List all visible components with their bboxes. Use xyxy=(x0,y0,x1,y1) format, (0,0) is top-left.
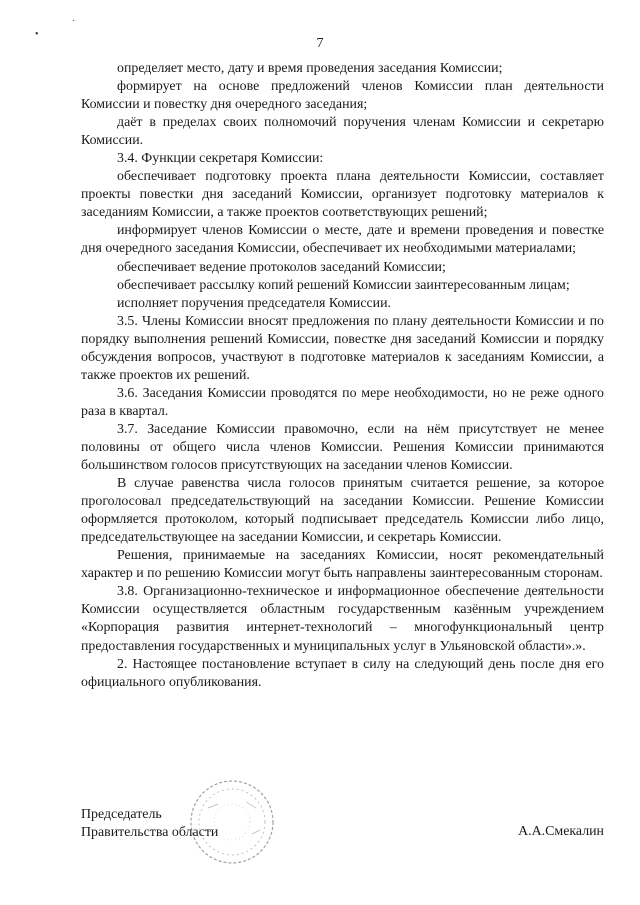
section-heading: 3.4. Функции секретаря Комиссии: xyxy=(117,151,324,167)
paragraph: определяет место, дату и время проведения заседания Комиссии; xyxy=(117,61,503,76)
scan-artifact-mark: ˙ xyxy=(72,19,76,30)
signatory-title-line: Председатель xyxy=(81,807,162,822)
paragraph: 3.8. Организационно-техническое и информационное обеспечение деятельности Комиссии осуществляется областным государственным казённым учреждением «Корпорация развития интернет-технологий – многофункциональный центр предоставления государственных и муниципальных услуг в Ульяновской области».». xyxy=(81,584,604,654)
paragraph: обеспечивает ведение протоколов заседаний Комиссии; xyxy=(117,259,446,275)
paragraph: 3.7. Заседание Комиссии правомочно, если на нём присутствует не менее половины от общего числа членов Комиссии. Решения Комиссии принимаются большинством голосов присутствующих на заседании членов Комиссии. xyxy=(81,421,604,474)
paragraph: обеспечивает рассылку копий решений Комиссии заинтересованным лицам; xyxy=(117,277,570,293)
paragraph: обеспечивает подготовку проекта плана деятельности Комиссии, составляет проекты повестки дня заседаний Комиссии, организует подготовку материалов к заседаниям Комиссии, а также проектов соответствующих решений; xyxy=(81,169,604,221)
paragraph: Решения, принимаемые на заседаниях Комиссии, носят рекомендательный характер и по решению Комиссии могут быть направлены заинтересованным сторонам. xyxy=(81,548,604,582)
paragraph: информирует членов Комиссии о месте, дате и времени проведения и повестке дня очередного заседания Комиссии, обеспечивает их необходимыми материалами; xyxy=(81,223,604,257)
signatory-title xyxy=(81,806,301,842)
document-body xyxy=(81,60,604,692)
signature-block xyxy=(81,806,604,866)
paragraph: исполняет поручения председателя Комиссии. xyxy=(117,295,392,311)
page-number: 7 xyxy=(316,36,324,51)
paragraph: 2. Настоящее постановление вступает в силу на следующий день после дня его официального опубликования. xyxy=(81,656,604,690)
paragraph: 3.6. Заседания Комиссии проводятся по мере необходимости, но не реже одного раза в квартал. xyxy=(81,385,604,419)
signatory-title-line: Правительства области xyxy=(81,825,219,841)
scan-artifact-mark: • xyxy=(35,29,39,40)
paragraph: В случае равенства числа голосов принятым считается решение, за которое проголосовал председательствующий на заседании Комиссии. Решение Комиссии оформляется протоколом, который подписывает председатель Комиссии либо лицо, председательствующее на заседании Комиссии, и секретарь Комиссии. xyxy=(81,476,604,546)
signatory-name: А.А.Смекалин xyxy=(518,824,604,839)
paragraph: формирует на основе предложений членов Комиссии план деятельности Комиссии и повестку дня очередного заседания; xyxy=(81,79,604,113)
paragraph: 3.5. Члены Комиссии вносят предложения по плану деятельности Комиссии и по порядку выполнения решений Комиссии, повестке дня заседаний Комиссии и порядку обсуждения вопросов, участвуют в подготовке материалов к заседаниям Комиссии, а также проектов их решений. xyxy=(81,313,604,383)
paragraph: даёт в пределах своих полномочий поручения членам Комиссии и секретарю Комиссии. xyxy=(81,115,604,149)
